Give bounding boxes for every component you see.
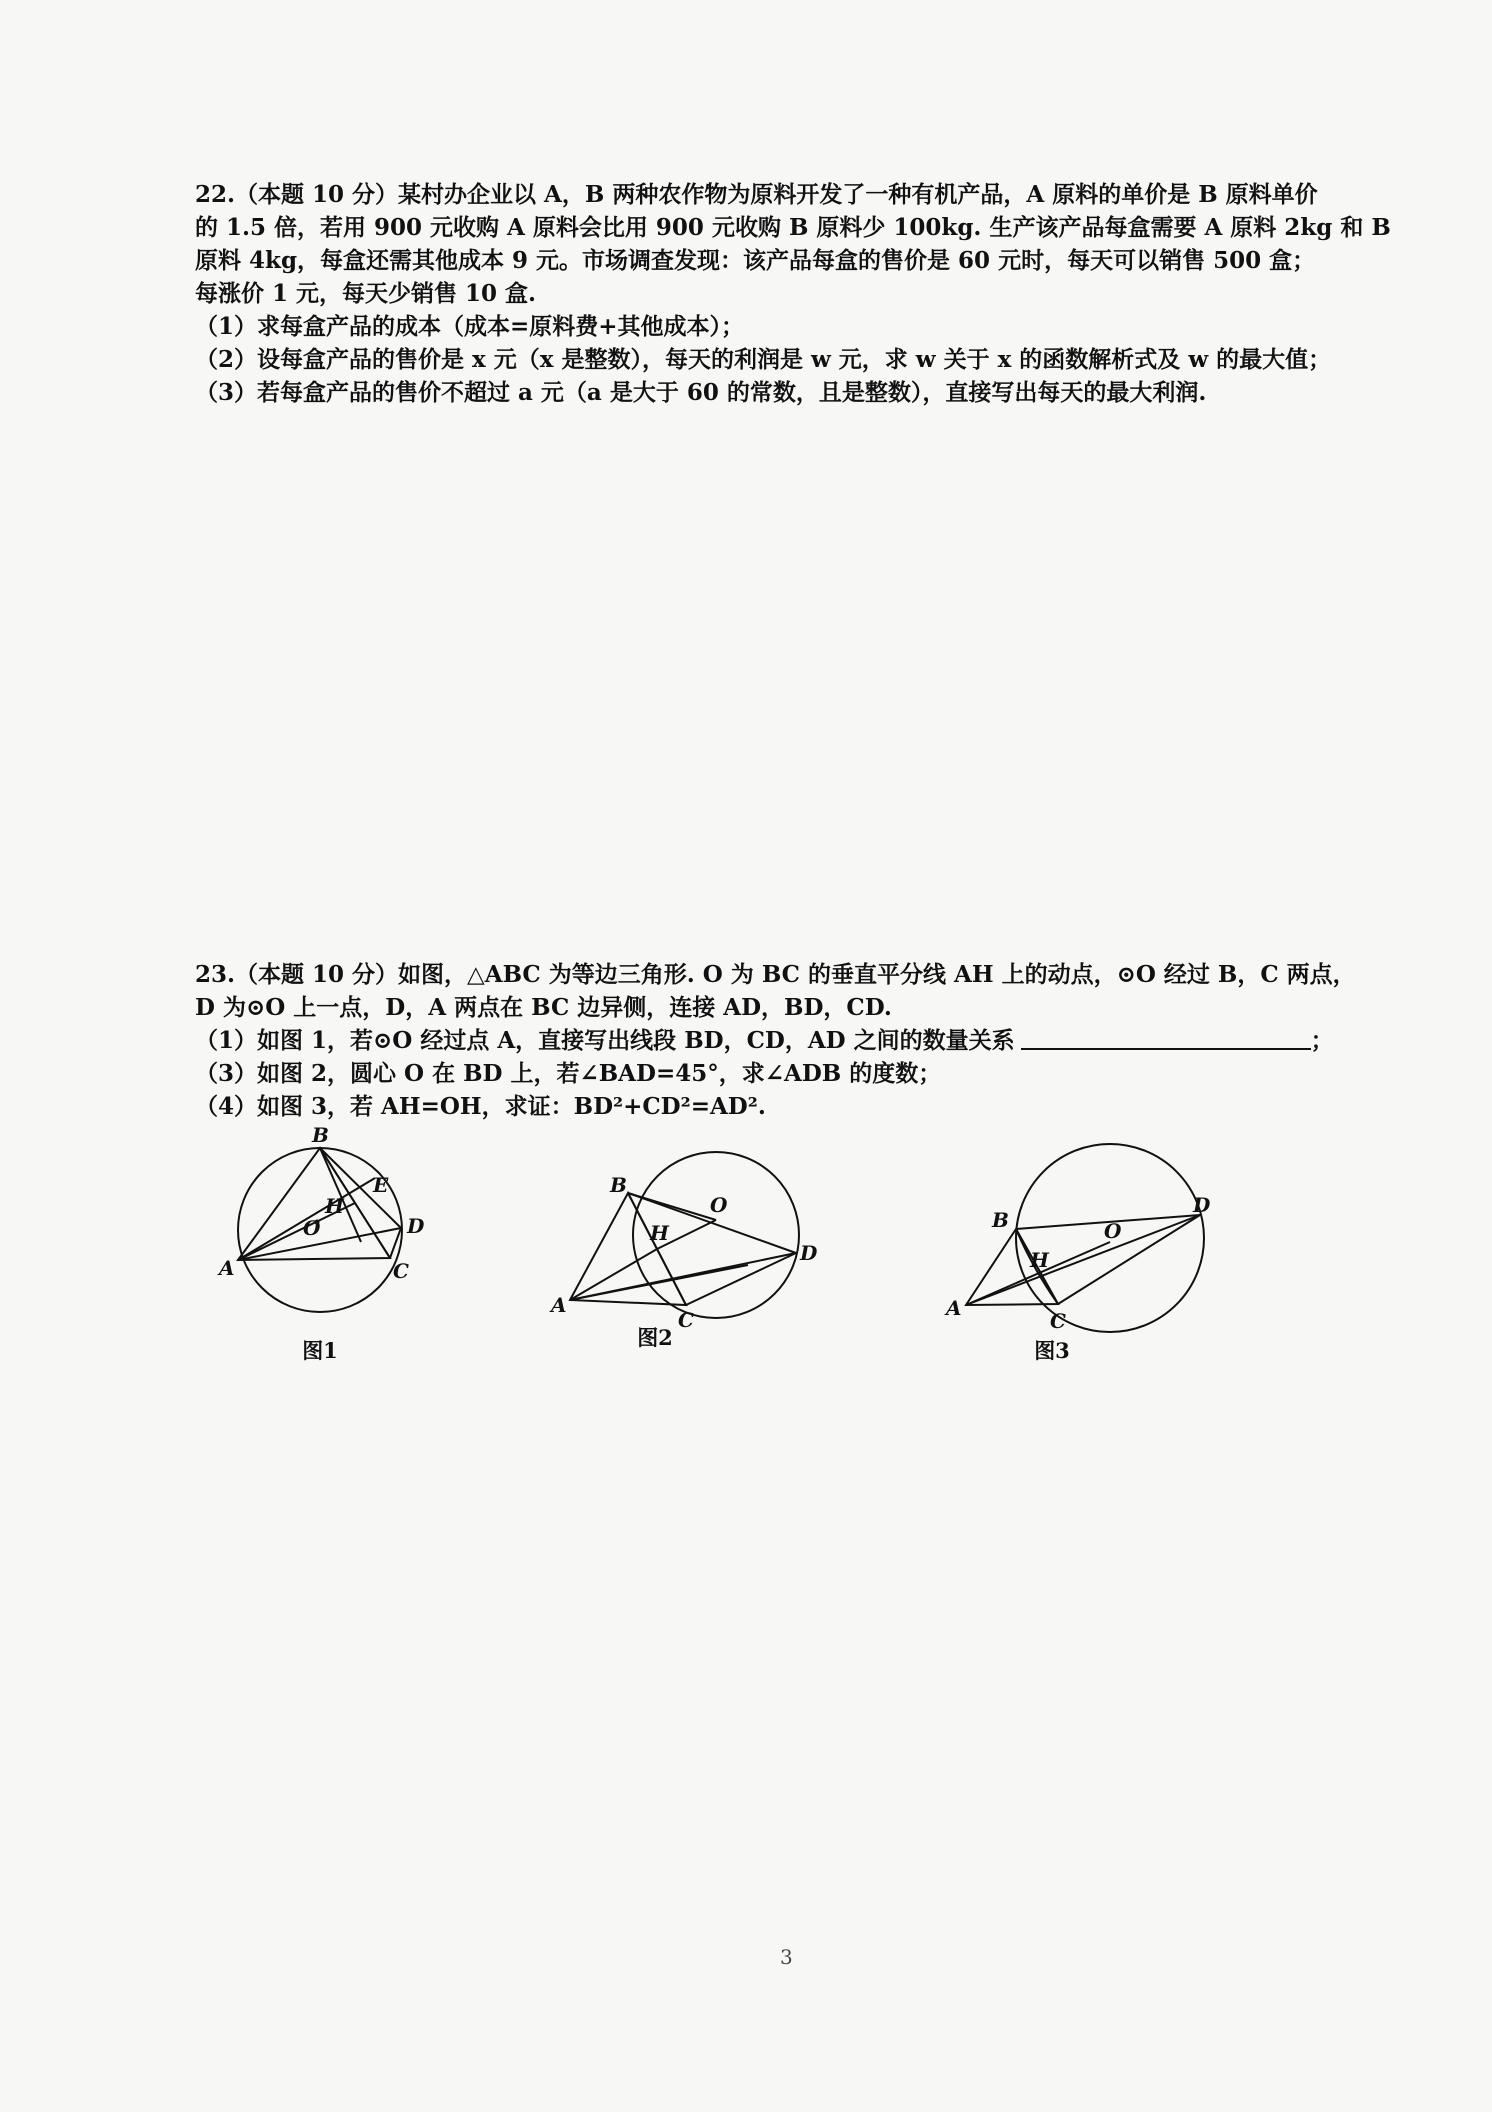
problem-22 <box>195 178 1405 409</box>
fig3-label-b: B <box>992 1208 1009 1232</box>
problem-23-part-1-text: （1）如图 1，若⊙O 经过点 A，直接写出线段 BD，CD，AD 之间的数量关系 <box>195 1027 1015 1054</box>
problem-23-part-4: （4）如图 3，若 AH=OH，求证：BD²+CD²=AD². <box>195 1093 766 1120</box>
fig1-label-c: C <box>393 1259 409 1283</box>
figure-3 <box>946 1142 1220 1346</box>
figure-2-caption: 图2 <box>637 1325 673 1350</box>
fig2-label-d: D <box>800 1241 818 1265</box>
problem-22-part-3: （3）若每盒产品的售价不超过 a 元（a 是大于 60 的常数，且是整数），直接写出每天的最大利润. <box>195 379 1207 406</box>
fig1-label-o: O <box>303 1216 321 1240</box>
answer-blank[interactable] <box>1021 1026 1311 1050</box>
fig2-label-b: B <box>610 1173 627 1197</box>
problem-22-part-2: （2）设每盒产品的售价是 x 元（x 是整数），每天的利润是 w 元，求 w 关于 x 的函数解析式及 w 的最大值； <box>195 346 1332 373</box>
problem-22-line-4: 每涨价 1 元，每天少销售 10 盒. <box>195 280 537 307</box>
fig1-label-a: A <box>219 1256 235 1280</box>
problem-23-part-1 <box>195 1024 1405 1057</box>
fig2-label-c: C <box>678 1308 694 1332</box>
figure-2-diagram <box>548 1140 818 1332</box>
fig2-label-o: O <box>710 1193 728 1217</box>
figure-1-diagram <box>219 1123 445 1330</box>
problem-23 <box>195 958 1405 1123</box>
fig1-label-b: B <box>312 1123 329 1147</box>
figure-2 <box>548 1140 818 1334</box>
figure-1 <box>219 1123 445 1334</box>
problem-22-part-1: （1）求每盒产品的成本（成本=原料费+其他成本）； <box>195 313 745 340</box>
fig3-label-c: C <box>1050 1309 1066 1333</box>
fig1-label-e: E <box>373 1173 389 1197</box>
fig3-label-o: O <box>1104 1219 1122 1243</box>
problem-23-line-2: D 为⊙O 上一点，D，A 两点在 BC 边异侧，连接 AD，BD，CD. <box>195 994 892 1021</box>
problem-22-line-1: 22.（本题 10 分）某村办企业以 A，B 两种农作物为原料开发了一种有机产品，A 原料的单价是 B 原料单价 <box>195 181 1318 208</box>
problem-22-line-2: 的 1.5 倍，若用 900 元收购 A 原料会比用 900 元收购 B 原料少 100kg. 生产该产品每盒需要 A 原料 2kg 和 B <box>195 214 1391 241</box>
fig1-triangle-abc <box>238 1148 390 1260</box>
fig3-segment-cd <box>1058 1215 1200 1304</box>
fig3-label-a: A <box>946 1296 962 1320</box>
fig2-label-a: A <box>551 1293 567 1317</box>
problem-23-part-1-end: ； <box>1310 1027 1334 1054</box>
fig2-segment-cd <box>686 1253 796 1305</box>
fig1-label-d: D <box>407 1214 425 1238</box>
figure-3-diagram <box>946 1142 1220 1342</box>
figure-1-caption: 图1 <box>302 1338 338 1363</box>
figure-3-caption: 图3 <box>1034 1338 1070 1363</box>
fig2-label-h: H <box>650 1221 669 1245</box>
fig3-label-d: D <box>1193 1193 1211 1217</box>
fig3-label-h: H <box>1030 1248 1049 1272</box>
page-number: 3 <box>780 1945 793 1969</box>
fig1-label-h: H <box>325 1194 344 1218</box>
problem-23-line-1: 23.（本题 10 分）如图，△ABC 为等边三角形. O 为 BC 的垂直平分线 AH 上的动点，⊙O 经过 B，C 两点， <box>195 961 1356 988</box>
problem-23-part-3: （3）如图 2，圆心 O 在 BD 上，若∠BAD=45°，求∠ADB 的度数； <box>195 1060 942 1087</box>
fig2-segment-bo <box>628 1193 716 1220</box>
problem-22-line-3: 原料 4kg，每盒还需其他成本 9 元。市场调查发现：该产品每盒的售价是 60 元时，每天可以销售 500 盒； <box>195 247 1316 274</box>
